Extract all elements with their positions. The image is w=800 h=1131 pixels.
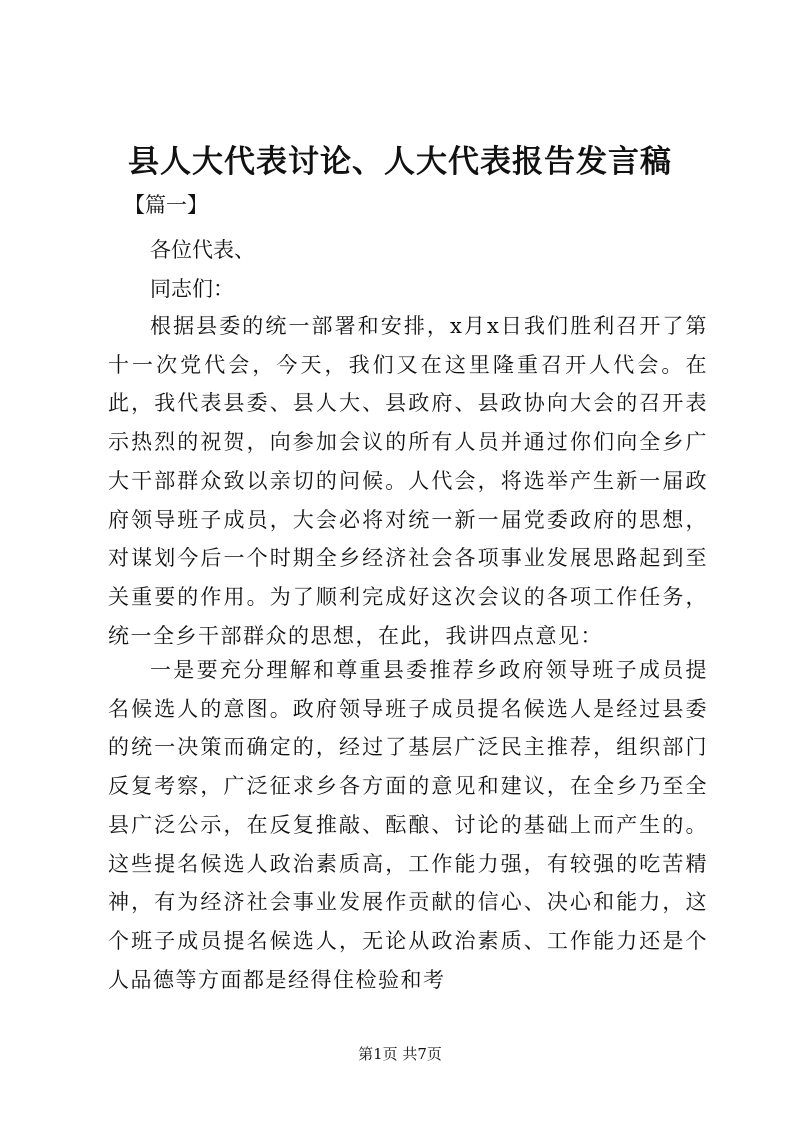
- page-footer: 第1页 共7页: [358, 1045, 442, 1063]
- greeting-line-2: 同志们：: [150, 277, 234, 301]
- greeting-line-1: 各位代表、: [150, 238, 255, 262]
- document-title: 县人大代表讨论、人大代表报告发言稿: [128, 144, 672, 180]
- body-paragraph-2: 一是要充分理解和尊重县委推荐乡政府领导班子成员提名候选人的意图。政府领导班子成员提名候选人是经过县委的统一决策而确定的，经过了基层广泛民主推荐，组织部门反复考察，广泛征求乡各方面的意见和建议，在全乡乃至全县广泛公示，在反复推敲、酝酿、讨论的基础上而产生的。这些提名候选人政治素质高，工作能力强，有较强的吃苦精神，有为经济社会事业发展作贡献的信心、决心和能力，这个班子成员提名候选人，无论从政治素质、工作能力还是个人品德等方面都是经得住检验和考: [108, 658, 708, 992]
- section-label: 【篇一】: [124, 193, 208, 217]
- body-paragraph-1: 根据县委的统一部署和安排，x月x日我们胜利召开了第十一次党代会，今天，我们又在这里隆重召开人代会。在此，我代表县委、县人大、县政府、县政协向大会的召开表示热烈的祝贺，向参加会议的所有人员并通过你们向全乡广大干部群众致以亲切的问候。人代会，将选举产生新一届政府领导班子成员，大会必将对统一新一届党委政府的思想，对谋划今后一个时期全乡经济社会各项事业发展思路起到至关重要的作用。为了顺利完成好这次会议的各项工作任务，统一全乡干部群众的思想，在此，我讲四点意见：: [108, 314, 708, 648]
